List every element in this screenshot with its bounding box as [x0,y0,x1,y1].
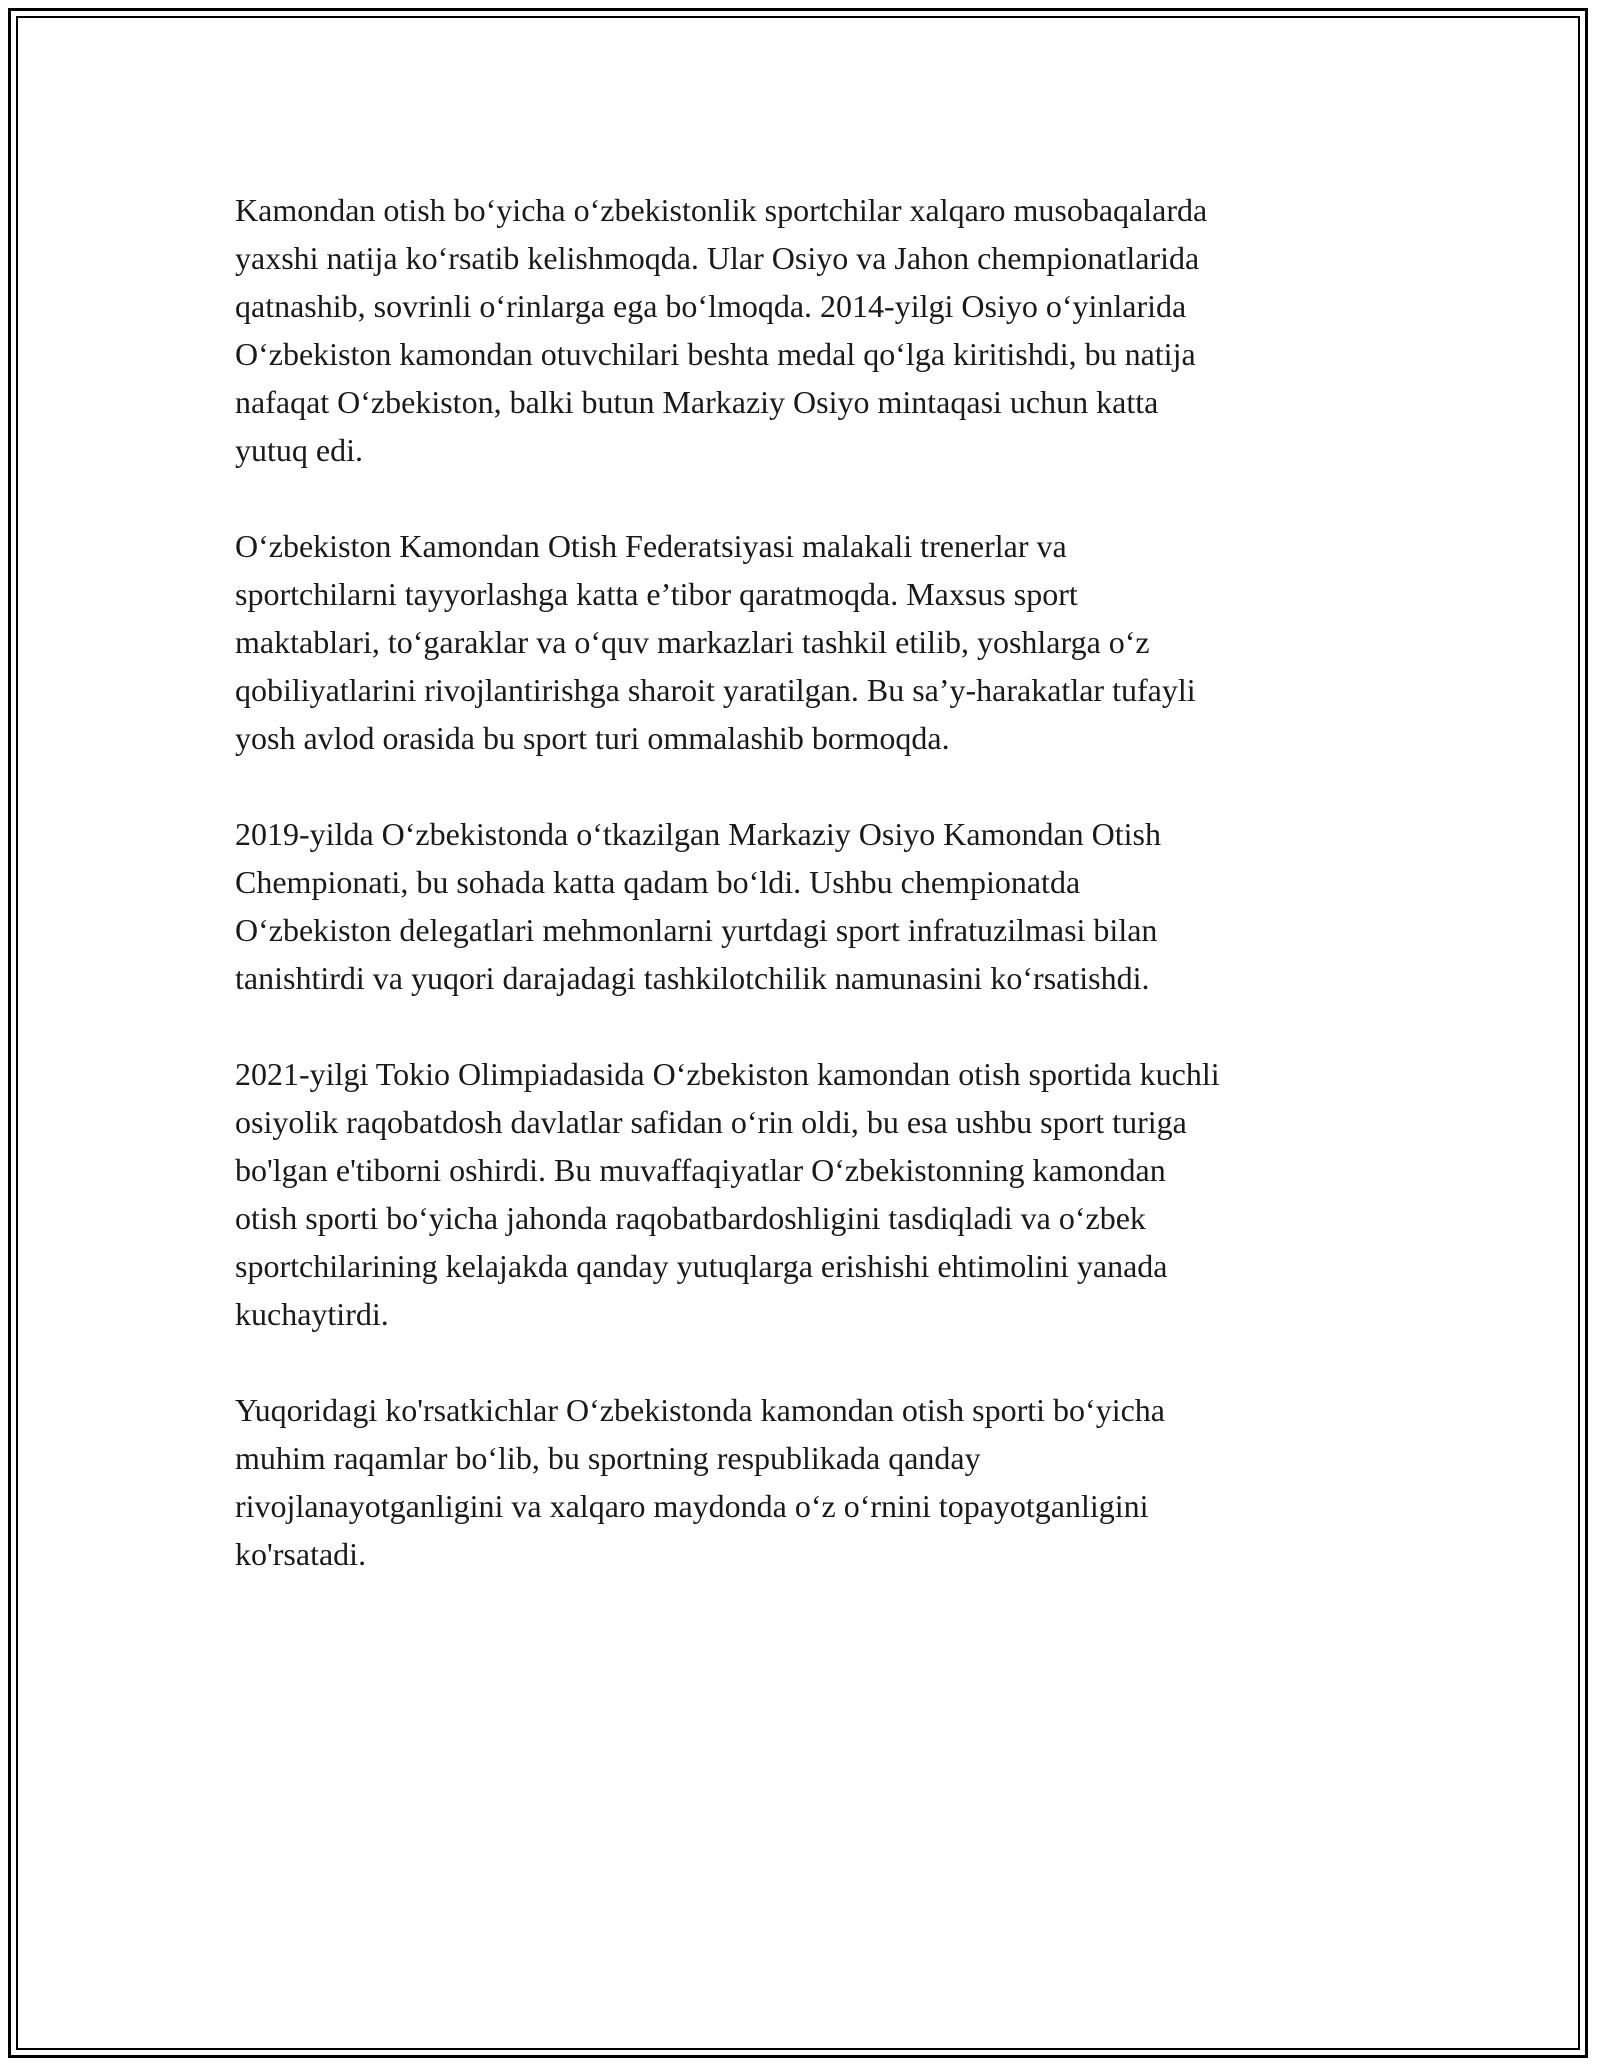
paragraph-3: 2019-yilda Oʻzbekistonda oʻtkazilgan Markaziy Osiyo Kamondan Otish Chempionati, bu sohada katta qadam boʻldi. Ushbu chempionatda Oʻzbekiston delegatlari mehmonlarni yurtdagi sport infratuzilmasi bilan tanishtirdi va yuqori darajadagi tashkilotchilik namunasini koʻrsatishdi. [235,816,1161,996]
paragraph-4: 2021-yilgi Tokio Olimpiadasida Oʻzbekiston kamondan otish sportida kuchli osiyolik raqobatdosh davlatlar safidan oʻrin oldi, bu esa ushbu sport turiga bo'lgan e'tiborni oshirdi. Bu muvaffaqiyatlar Oʻzbekistonning kamondan otish sporti boʻyicha jahonda raqobatbardoshligini tasdiqladi va oʻzbek sportchilarining kelajakda qanday yutuqlarga erishishi ehtimolini yanada kuchaytirdi. [235,1056,1220,1332]
document-body [235,186,1395,1626]
paragraph-5: Yuqoridagi ko'rsatkichlar Oʻzbekistonda kamondan otish sporti boʻyicha muhim raqamlar boʻlib, bu sportning respublikada qanday rivojlanayotganligini va xalqaro maydonda oʻz oʻrnini topayotganligini ko'rsatadi. [235,1392,1165,1572]
paragraph-2: Oʻzbekiston Kamondan Otish Federatsiyasi malakali trenerlar va sportchilarni tayyorlashga katta e’tibor qaratmoqda. Maxsus sport maktablari, toʻgaraklar va oʻquv markazlari tashkil etilib, yoshlarga oʻz qobiliyatlarini rivojlantirishga sharoit yaratilgan. Bu sa’y-harakatlar tufayli yosh avlod orasida bu sport turi ommalashib bormoqda. [235,528,1196,756]
paragraph-1: Kamondan otish boʻyicha oʻzbekistonlik sportchilar xalqaro musobaqalarda yaxshi natija koʻrsatib kelishmoqda. Ular Osiyo va Jahon chempionatlarida qatnashib, sovrinli oʻrinlarga ega boʻlmoqda. 2014-yilgi Osiyo oʻyinlarida Oʻzbekiston kamondan otuvchilari beshta medal qoʻlga kiritishdi, bu natija nafaqat Oʻzbekiston, balki butun Markaziy Osiyo mintaqasi uchun katta yutuq edi. [235,192,1208,468]
